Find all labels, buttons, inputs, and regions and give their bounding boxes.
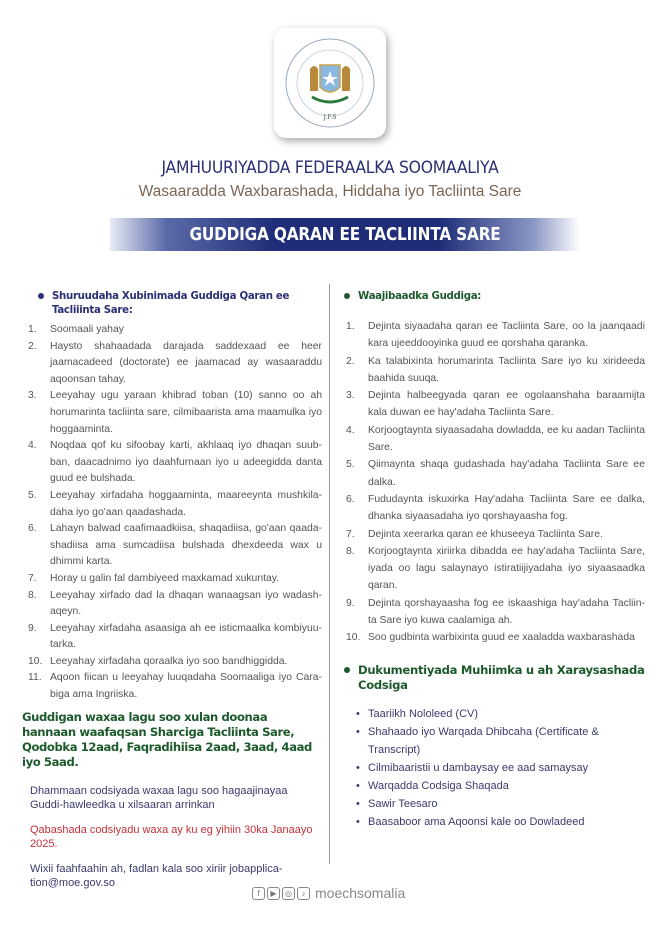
bullet-icon — [344, 667, 350, 673]
item-number: 7. — [346, 528, 355, 540]
document-text: Taariikh Nololeed (CV) — [368, 707, 479, 720]
item-text: Lahayn balwad caafimaadkiisa, shaqadiisa, go'aan qaada-shadiisa ama sumcadiisa bulshada dhexdeeda wax u dhimmi karta. — [50, 523, 322, 568]
document-item — [340, 759, 645, 777]
list-item — [22, 488, 322, 521]
item-number: 2. — [346, 355, 355, 367]
item-text: Dejinta halbeegyada qaran ee ogolaanshaha baraamijta kala duwan ee hay'adaha Tacliinta Sare. — [368, 390, 645, 419]
item-number: 9. — [346, 597, 355, 609]
item-number: 5. — [346, 459, 355, 471]
item-text: Horay u galin fal dambiyeed maxkamad xukuntay. — [50, 572, 280, 584]
deadline-note: Qabashada codsiyadu waxa ay ku eg yihiin 30ka Janaayo 2025. — [30, 823, 313, 851]
duties-heading — [340, 290, 645, 304]
item-number: 10. — [346, 632, 361, 644]
document-text: Baasaboor ama Aqoonsi kale oo Dowladeed — [368, 815, 585, 828]
item-number: 10. — [28, 655, 43, 667]
bullet-icon — [344, 293, 350, 299]
item-number: 7. — [28, 572, 37, 584]
list-item — [340, 422, 645, 457]
list-item — [22, 654, 322, 671]
item-number: 6. — [28, 523, 37, 535]
list-item — [340, 526, 645, 543]
bullet-icon: • — [356, 779, 360, 792]
document-text: Cilmibaaristii u dambaysay ee aad samaysay — [368, 761, 589, 774]
list-item — [340, 629, 645, 646]
item-text: Dejinta qorshayaasha fog ee iskaashiga hay'adaha Tacliin-ta Sare iyo kuwa caalamiga ah. — [368, 597, 645, 627]
duties-list — [340, 318, 645, 647]
document-item — [340, 813, 645, 831]
document-text: Shahaado iyo Warqada Dhibcaha (Certificate & Transcript) — [368, 725, 599, 756]
document-item — [340, 705, 645, 723]
item-number: 4. — [28, 440, 37, 452]
item-number: 3. — [346, 390, 355, 402]
item-number: 2. — [28, 340, 37, 352]
item-text: Leeyahay ugu yaraan khibrad toban (10) sanno oo ah horumarinta tacliinta sare, cilmibaarista ama maamulka iyo hoggaaminta. — [50, 390, 322, 435]
requirements-list — [22, 322, 322, 704]
requirements-column — [22, 290, 322, 891]
seal-icon — [282, 35, 378, 131]
item-text: Dejinta xeerarka qaran ee khuseeya Tacliinta Sare. — [368, 528, 603, 540]
bullet-icon: • — [356, 797, 360, 810]
list-item — [22, 670, 322, 703]
document-text: Warqadda Codsiga Shaqada — [368, 779, 509, 792]
list-item — [340, 491, 645, 526]
item-number: 8. — [28, 589, 37, 601]
page-subtitle: Wasaaradda Waxbarashada, Hiddaha iyo Tacliinta Sare — [138, 183, 522, 200]
social-handle: moechsomalia — [315, 885, 406, 901]
list-item — [340, 387, 645, 422]
item-number: 11. — [28, 672, 42, 684]
item-number: 9. — [28, 622, 37, 634]
facebook-icon[interactable]: f — [252, 887, 265, 900]
heading-line: Shuruudaha Xubinimada Guddiga Qaran ee — [52, 291, 290, 302]
item-number: 6. — [346, 493, 355, 505]
banner — [110, 218, 580, 251]
list-item — [22, 322, 322, 339]
heading-text: Dukumentiyada Muhiimka u ah Xaraysashada Codsiga — [358, 662, 645, 692]
document-item — [340, 723, 645, 759]
documents-list — [340, 705, 645, 831]
item-text: Leeyahay xirfadaha qoraalka iyo soo bandhiggidda. — [50, 655, 288, 667]
selection-note: Guddigan waxaa lagu soo xulan doonaa hannaan waafaqsan Sharciga Tacliinta Sare, Qodobka 12aad, Faqradihiisa 2aad, 3aad, 4aad iyo 5aad. — [22, 709, 312, 769]
item-text: Qiimaynta shaqa gudashada hay'adaha Tacliinta Sare ee dalka. — [368, 459, 645, 488]
item-text: Noqdaa qof ku sifoobay karti, akhlaaq iyo dhaqan suub-ban, daacadnimo iyo daahfurnaan iyo u adeegidda danta guud ee bulshada. — [50, 440, 322, 485]
item-text: Soo gudbinta warbixinta guud ee xaaladda waxbarashada — [368, 632, 635, 644]
item-number: 4. — [346, 424, 355, 436]
item-text: Aqoon fiican u leeyahay luuqadaha Soomaaliga iyo Cara-biga ama Ingriiska. — [50, 672, 322, 701]
social-footer — [252, 885, 405, 901]
bullet-icon: • — [356, 725, 360, 738]
item-text: Leeyahay xirfadaha asaasiga ah ee isticmaalka kombiyuu-tarka. — [50, 622, 322, 651]
column-divider — [329, 284, 330, 864]
item-text: Soomaali yahay — [50, 324, 124, 335]
svg-text:J.F.S: J.F.S — [323, 114, 337, 121]
list-item — [22, 438, 322, 488]
list-item — [340, 318, 645, 353]
item-text: Leeyahay xirfadaha hoggaaminta, maareeynta mushkila-daha iyo go'aan qaadashada. — [50, 489, 322, 518]
banner-text: GUDDIGA QARAN EE TACLIINTA SARE — [189, 224, 501, 245]
item-number: 3. — [28, 390, 37, 402]
item-text: Leeyahay xirfado dad la dhaqan wanaagsan iyo wadash-aqeyn. — [50, 589, 322, 618]
list-item — [22, 388, 322, 438]
tiktok-icon[interactable]: ♪ — [297, 887, 310, 900]
document-item — [340, 777, 645, 795]
list-item — [22, 521, 322, 571]
list-item — [340, 543, 645, 595]
coordination-note: Dhammaan codsiyada waxaa lagu soo hagaajinayaa Guddi-hawleedka u xilsaaran arrinkan — [30, 784, 288, 812]
requirements-heading — [22, 290, 322, 318]
duties-column — [340, 290, 645, 831]
list-item — [340, 595, 645, 630]
document-text: Sawir Teesaro — [368, 797, 438, 810]
instagram-icon[interactable]: ◎ — [282, 887, 295, 900]
bullet-icon: • — [356, 815, 360, 828]
item-text: Ka talabixinta horumarinta Tacliinta Sare iyo ku xirideeda baahida suuqa. — [368, 355, 645, 384]
heading-text: Waajibaadka Guddiga: — [358, 291, 482, 302]
item-number: 8. — [346, 545, 355, 557]
bullet-icon: • — [356, 707, 360, 720]
documents-heading — [340, 663, 645, 693]
list-item — [340, 353, 645, 388]
list-item — [22, 339, 322, 389]
item-text: Korjoogtaynta siyaasadaha dowladda, ee ku aadan Tacliinta Sare. — [368, 424, 645, 454]
item-number: 5. — [28, 489, 37, 501]
list-item — [22, 588, 322, 621]
bullet-icon: • — [356, 761, 360, 774]
list-item — [22, 621, 322, 654]
page-title: JAMHUURIYADDA FEDERAALKA SOOMAALIYA — [161, 158, 499, 178]
list-item — [22, 571, 322, 588]
item-text: Dejinta siyaadaha qaran ee Tacliinta Sare, oo la jaanqaadi kara ujeeddooyinka guud ee qorshaha qaranka. — [368, 321, 645, 350]
ministry-logo — [274, 28, 386, 138]
document-item — [340, 795, 645, 813]
item-number: 1. — [28, 324, 37, 335]
contact-note: Wixii faahfaahin ah, fadlan kala soo xiriir jobapplica-tion@moe.gov.so — [30, 862, 283, 890]
item-text: Fududaynta iskuxirka Hay'adaha Tacliinta Sare ee dalka, dhanka siyaasadaha iyo qorshayaasha fog. — [368, 493, 645, 523]
youtube-icon[interactable]: ▶ — [267, 887, 280, 900]
item-text: Haysto shahaadada darajada saddexaad ee heer jaamacadeed (doctorate) ee jaamacad ay wasaaraddu aqoonsan tahay. — [50, 340, 322, 385]
item-text: Korjoogtaynta xiriirka dibadda ee hay'adaha Tacliinta Sare, iyada oo lagu salaynayo istiratiijiyadaha iyo siyaasaadka qaran. — [368, 545, 645, 592]
list-item — [340, 456, 645, 491]
heading-line: Tacliiinta Sare: — [52, 305, 133, 316]
item-number: 1. — [346, 321, 355, 332]
bullet-icon — [38, 293, 44, 299]
